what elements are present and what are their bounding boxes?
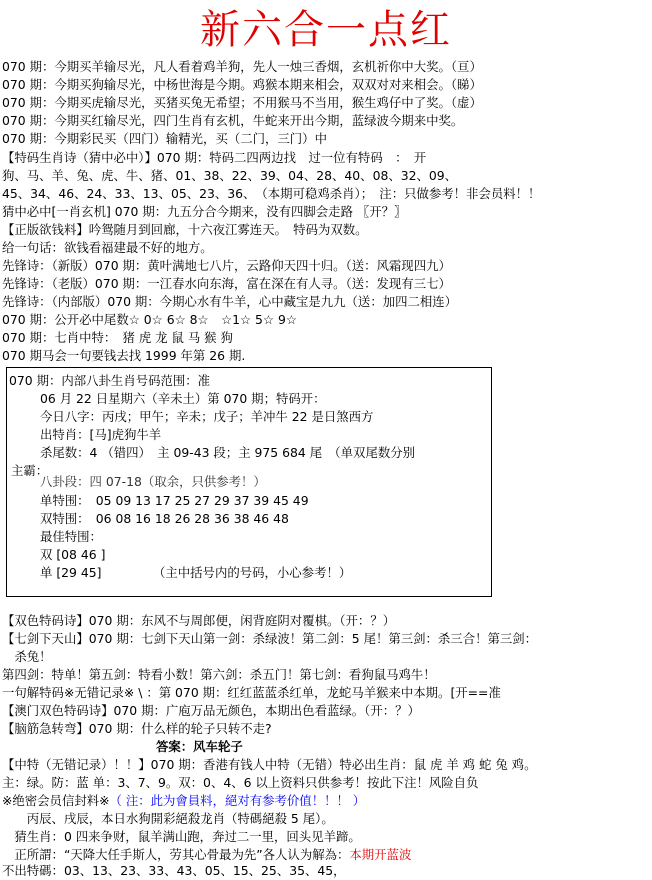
text-line: 先锋诗：（内部版）070 期：今期心水有牛羊，心中藏宝是九九（送：加四二相连） <box>2 294 458 309</box>
text-line: 【澳门双色特码诗】070 期：广庖万品无颜色，本期出色看蓝绿。（开：？） <box>2 703 420 718</box>
box-dan: 单 [29 45] <box>40 565 102 580</box>
text-line: 丙辰、戌辰，本日水狗開彩絕殺龙肖（特碼絕殺 5 尾）。 <box>2 811 334 826</box>
text-line: 给一句话：欲钱看福建最不好的地方。 <box>2 240 213 255</box>
text-line: 【特码生肖诗（猜中必中）】070 期：特码二四两边找 过一位有特码 ： 开 <box>2 150 427 165</box>
page-title: 新六合一点红 <box>200 7 452 53</box>
riddle-answer: 答案：风车轮子 <box>156 739 243 754</box>
zheng-prefix: 正所謂：“天降大任手斯人，劳其心骨最为先”各人认为解為： <box>2 847 350 862</box>
text-line: 070 期：今期买羊输尽光，凡人看着鸡羊狗，先人一烛三香烟，玄机祈你中大奖。（亘） <box>2 59 482 74</box>
text-line: 狗、马、羊、兔、虎、牛、猪、01、38、22、39、04、28、40、08、32、09、 <box>2 168 458 183</box>
box-shuang: 双 [08 46 ] <box>40 547 106 562</box>
text-line: 第四剑：特单！第五剑：特看小数！第六剑：杀五门！第七剑：看狗鼠马鸡牛！ <box>2 667 436 682</box>
text-line: 070 期：今期彩民买（四门）输精光，买（二门，三门）中 <box>2 131 327 146</box>
box-shuang-te: 双特围： 06 08 16 18 26 28 36 38 46 48 <box>40 511 289 526</box>
vip-line <box>2 792 650 810</box>
text-line: 070 期：七肖中特： 猪 虎 龙 鼠 马 猴 狗 <box>2 330 233 345</box>
text-line: 猜中必中[一肖玄机] 070 期：九五分合今期来，没有四脚会走路 〖开？〗 <box>2 204 407 219</box>
text-line: 【中特（无错记录）！！】070 期：香港有钱人中特（无错）特必出生肖：鼠 虎 羊 鸡 蛇 兔 鸡。 <box>2 757 537 772</box>
box-zui-jia: 最佳特围： <box>40 529 102 544</box>
text-line: 【双色特码诗】070 期：东风不与周郎便，闲背庭阴对覆棋。（开：？） <box>2 613 396 628</box>
text-line: 【七剑下天山】070 期：七剑下天山第一剑：杀绿波！第二剑：5 尾！第三剑：杀三合！第三剑： <box>2 631 538 646</box>
text-line: 杀兔！ <box>2 649 52 664</box>
text-line: 【正版欲钱料】吟鸳随月到回廊，十六夜江雾连天。 特码为双数。 <box>2 222 368 237</box>
box-bazi: 今日八字：丙戌；甲午；辛未；戊子；羊冲牛 22 是日煞西方 <box>40 409 374 424</box>
box-dan-note: （主中括号内的号码，小心参考！） <box>153 565 352 580</box>
vip-note: （ 注：此为會員料，絕对有参考价值！！！ ） <box>109 793 366 808</box>
box-chu-te: 出特肖：[马]虎狗牛羊 <box>40 427 162 442</box>
box-date: 06 月 22 日星期六（辛未土）第 070 期；特码开： <box>40 391 326 406</box>
text-line: 070 期：公开必中尾数☆ 0☆ 6☆ 8☆ ☆1☆ 5☆ 9☆ <box>2 312 297 327</box>
text-line: 不出特碼：03、13、23、33、43、05、15、25、35、45， <box>2 863 346 878</box>
text-line: 先锋诗：（新版）070 期：黄叶满地七八片，云路仰天四十归。（送：风霜现四九） <box>2 258 451 273</box>
box-zhu-ba: 主霸： <box>11 463 49 478</box>
vip-prefix: ※绝密会员信封料※ <box>2 793 110 808</box>
text-line: 070 期马会一句要钱去找 1999 年第 26 期. <box>2 348 246 363</box>
zheng-answer: 本期开蓝波 <box>349 847 412 862</box>
box-bagua: 八卦段：四 07-18（取余，只供参考！） <box>40 474 266 489</box>
box-header: 070 期：内部八卦生肖号码范围：准 <box>9 373 211 388</box>
text-line: 主：绿。防：蓝 单：3、7、9。双：0、4、6 以上资料只供参考！按此下注！风险自负 <box>2 775 479 790</box>
text-line: 45、34、46、24、33、13、05、23、36、 （本期可稳鸡杀肖）； 注：只做参考！非会员料！！ <box>2 186 541 201</box>
text-line: 070 期：今期买虎输尽光，买猪买兔无希望；不用猴马不当用，猴生鸡仔中了奖。（虚） <box>2 95 482 110</box>
text-line: 猜生肖：0 四来争财，鼠羊满山跑，奔过二一里，回头见羊蹄。 <box>2 829 361 844</box>
text-line: 【脑筋急转弯】070 期：什么样的轮子只转不走? <box>2 721 272 736</box>
bagua-info-box <box>6 367 492 597</box>
box-dan-te: 单特围： 05 09 13 17 25 27 29 37 39 45 49 <box>40 493 309 508</box>
text-line: 070 期：今期买红输尽光，四门生肖有玄机，牛蛇来开出今期，蓝绿波今期来中奖。 <box>2 113 464 128</box>
text-line: 一句解特码※无错记录※ \ ：第 070 期：红红蓝蓝杀红单，龙蛇马羊猴来中本期。[开==准 <box>2 685 501 700</box>
text-line: 先锋诗：（老版）070 期：一江春水向东海，富在深在有人寻。（送：发现有三七） <box>2 276 451 291</box>
box-sha-wei: 杀尾数：4 （错四） 主 09-43 段；主 975 684 尾 （单双尾数分别 <box>40 445 416 460</box>
text-line: 070 期：今期买狗输尽光，中杨世海是今期。鸡猴本期来相会，双双对对来相会。（睇） <box>2 77 482 92</box>
